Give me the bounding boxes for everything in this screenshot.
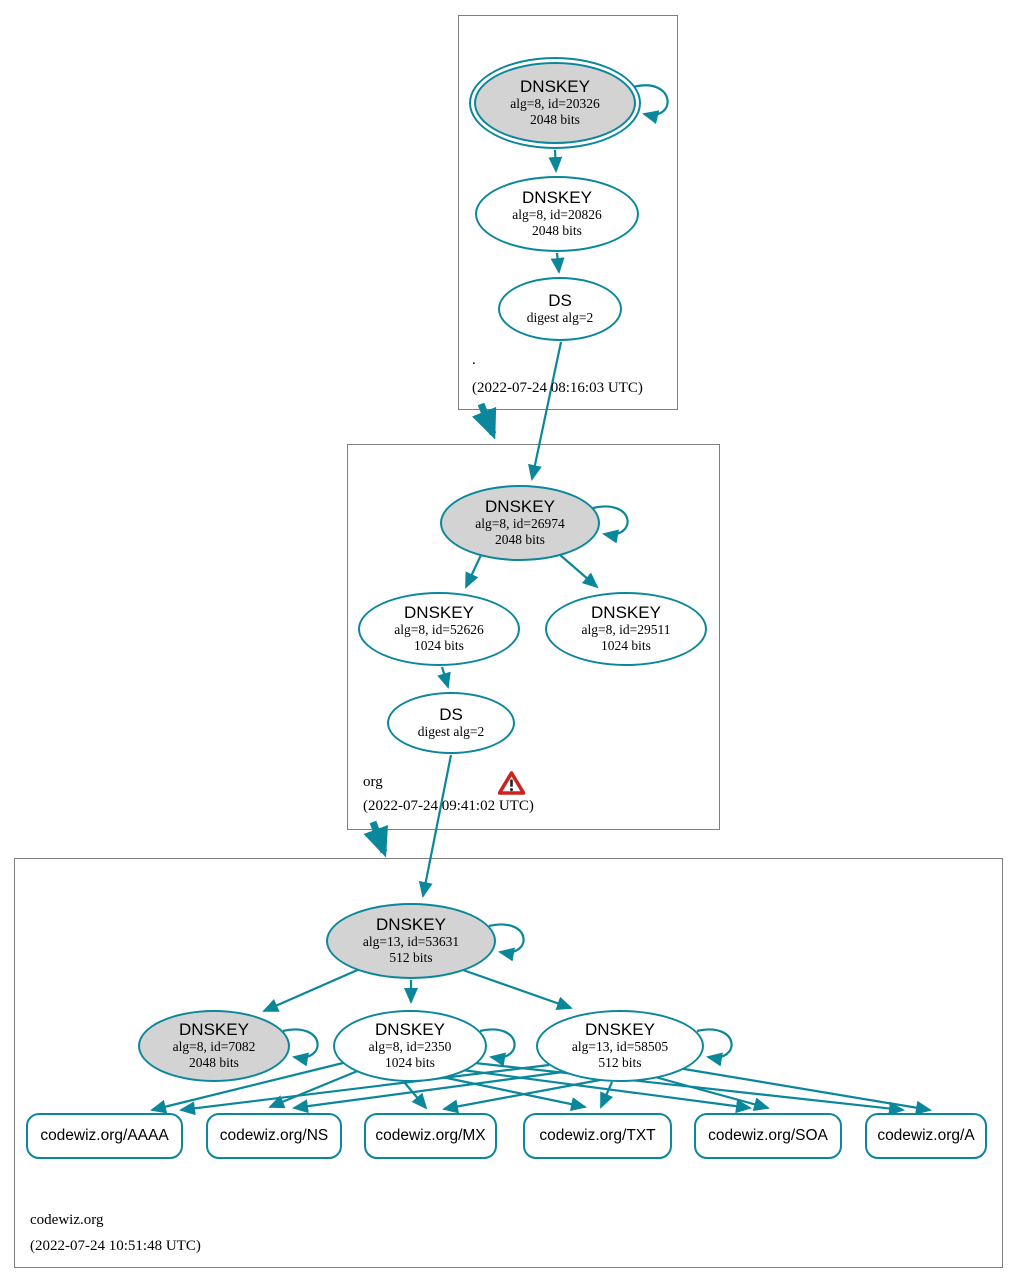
zone-timestamp-root: (2022-07-24 08:16:03 UTC) xyxy=(472,380,643,396)
node-alg: alg=13, id=58505 xyxy=(571,1039,669,1054)
dnskey-root-ksk-inner xyxy=(474,62,636,144)
node-title: DNSKEY xyxy=(376,915,446,935)
rrset-codewiz-mx[interactable]: codewiz.org/MX xyxy=(364,1113,497,1159)
node-digest: digest alg=2 xyxy=(526,309,594,325)
node-alg: alg=8, id=2350 xyxy=(368,1039,452,1054)
zone-label-codewiz: codewiz.org xyxy=(30,1212,104,1228)
warning-icon[interactable] xyxy=(498,771,525,795)
node-alg: alg=8, id=29511 xyxy=(581,622,671,637)
node-title: DNSKEY xyxy=(522,188,592,208)
ds-root[interactable] xyxy=(498,277,622,341)
node-bits: 2048 bits xyxy=(532,222,582,238)
node-alg: alg=8, id=20826 xyxy=(512,207,602,222)
rrset-codewiz-soa[interactable]: codewiz.org/SOA xyxy=(694,1113,842,1159)
dnskey-codewiz-2350[interactable] xyxy=(333,1010,487,1082)
node-bits: 2048 bits xyxy=(530,111,580,127)
ds-org[interactable] xyxy=(387,692,515,754)
node-bits: 512 bits xyxy=(389,949,433,965)
dnskey-root-zsk-20826[interactable] xyxy=(475,176,639,252)
dnskey-org-ksk-26974[interactable] xyxy=(440,485,600,561)
dnskey-codewiz-58505[interactable] xyxy=(536,1010,704,1082)
node-title: DNSKEY xyxy=(404,603,474,623)
node-digest: digest alg=2 xyxy=(417,723,485,739)
dnskey-root-ksk-20326[interactable] xyxy=(469,57,641,149)
rrset-codewiz-ns[interactable]: codewiz.org/NS xyxy=(206,1113,342,1159)
node-bits: 2048 bits xyxy=(189,1054,239,1070)
dnskey-codewiz-7082[interactable] xyxy=(138,1010,290,1082)
node-title: DNSKEY xyxy=(591,603,661,623)
node-alg: alg=8, id=20326 xyxy=(510,96,600,111)
zone-label-org: org xyxy=(363,774,383,790)
node-bits: 2048 bits xyxy=(495,531,545,547)
node-bits: 1024 bits xyxy=(385,1054,435,1070)
zone-timestamp-org: (2022-07-24 09:41:02 UTC) xyxy=(363,798,534,814)
node-alg: alg=8, id=7082 xyxy=(172,1039,256,1054)
node-bits: 1024 bits xyxy=(601,637,651,653)
node-bits: 1024 bits xyxy=(414,637,464,653)
node-title: DS xyxy=(439,705,463,725)
rrset-codewiz-aaaa[interactable]: codewiz.org/AAAA xyxy=(26,1113,183,1159)
node-title: DNSKEY xyxy=(375,1020,445,1040)
node-alg: alg=8, id=52626 xyxy=(394,622,484,637)
rrset-codewiz-txt[interactable]: codewiz.org/TXT xyxy=(523,1113,672,1159)
node-alg: alg=13, id=53631 xyxy=(362,934,460,949)
dnskey-org-zsk-29511[interactable] xyxy=(545,592,707,666)
node-title: DNSKEY xyxy=(485,497,555,517)
node-title: DS xyxy=(548,291,572,311)
node-title: DNSKEY xyxy=(585,1020,655,1040)
zone-label-root: . xyxy=(472,352,476,368)
dnskey-codewiz-ksk-53631[interactable] xyxy=(326,903,496,979)
node-title: DNSKEY xyxy=(179,1020,249,1040)
rrset-codewiz-a[interactable]: codewiz.org/A xyxy=(865,1113,987,1159)
node-alg: alg=8, id=26974 xyxy=(475,516,565,531)
node-bits: 512 bits xyxy=(598,1054,642,1070)
node-title: DNSKEY xyxy=(520,77,590,97)
dnskey-org-zsk-52626[interactable] xyxy=(358,592,520,666)
zone-timestamp-codewiz: (2022-07-24 10:51:48 UTC) xyxy=(30,1238,201,1254)
